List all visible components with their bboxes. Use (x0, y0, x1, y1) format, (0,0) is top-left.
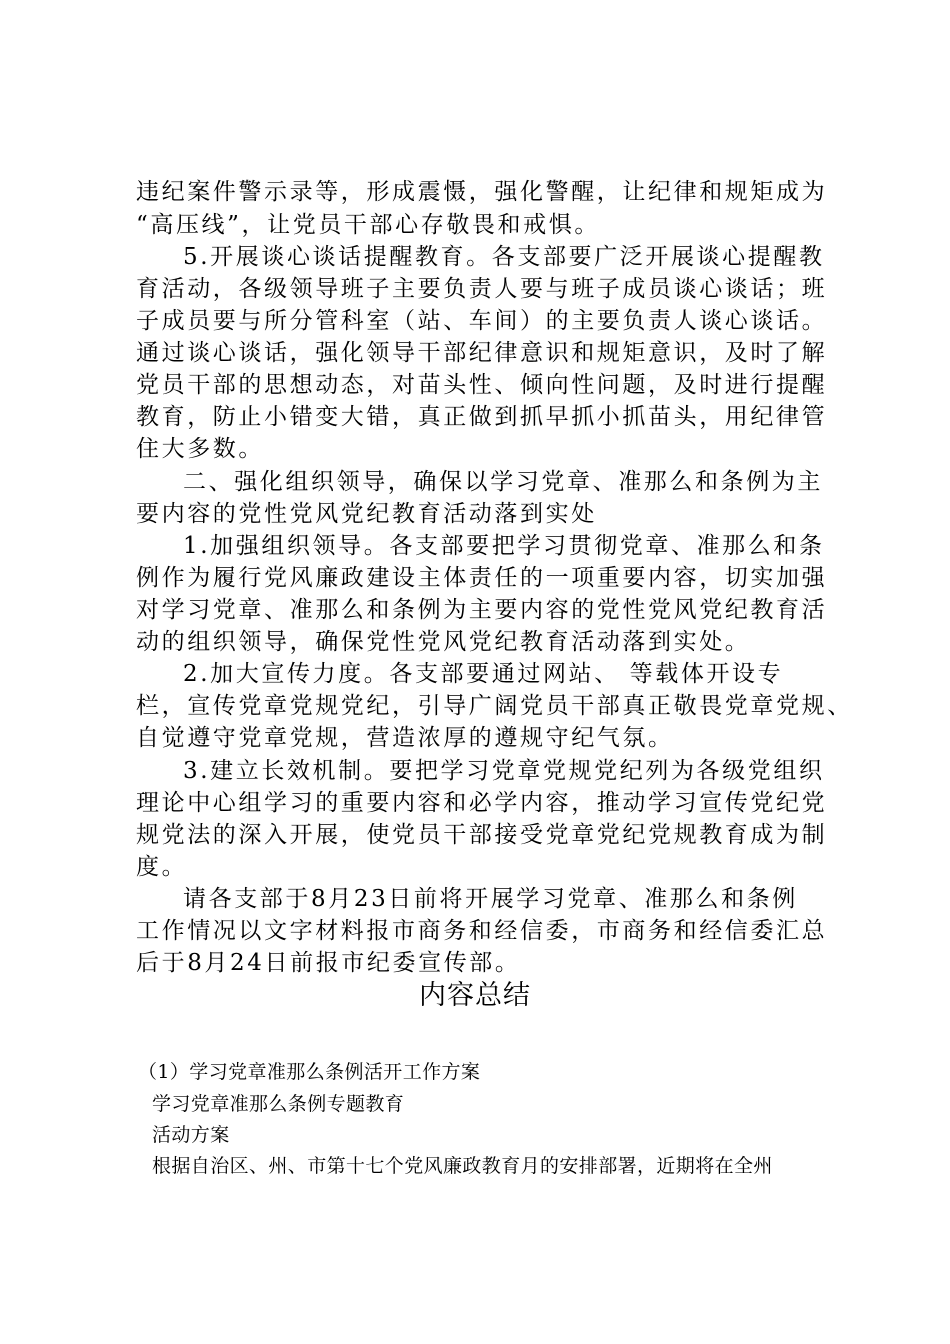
summary-line: 活动方案 (152, 1124, 230, 1146)
body-line: 理论中心组学习的重要内容和必学内容，推动学习宣传党纪党 (136, 790, 828, 816)
summary-line: 学习党章准那么条例专题教育 (152, 1093, 405, 1115)
body-line: 工作情况以文字材料报市商务和经信委，市商务和经信委汇总 (136, 918, 828, 944)
summary-line: （1）学习党章准那么条例活开工作方案 (138, 1061, 481, 1083)
body-line: 栏，宣传党章党规党纪，引导广阔党员干部真正敬畏党章党规、 (136, 693, 853, 719)
body-line: 5.开展谈心谈话提醒教育。各支部要广泛开展谈心提醒教 (183, 244, 825, 270)
body-line: 要内容的党性党风党纪教育活动落到实处 (136, 501, 597, 527)
body-line: 住大多数。 (136, 436, 264, 462)
body-line: 自觉遵守党章党规，营造浓厚的遵规守纪气氛。 (136, 725, 674, 751)
body-line: 育活动，各级领导班子主要负责人要与班子成员谈心谈话；班 (136, 276, 828, 302)
body-line: 通过谈心谈话，强化领导干部纪律意识和规矩意识，及时了解 (136, 340, 828, 366)
body-line: 二、强化组织领导，确保以学习党章、准那么和条例为主 (183, 469, 823, 495)
body-line: 党员干部的思想动态，对苗头性、倾向性问题，及时进行提醒 (136, 372, 828, 398)
body-line: 教育，防止小错变大错，真正做到抓早抓小抓苗头，用纪律管 (136, 404, 828, 430)
body-line: 对学习党章、准那么和条例为主要内容的党性党风党纪教育活 (136, 597, 828, 623)
body-line: 度。 (136, 854, 188, 880)
body-line: 2.加大宣传力度。各支部要通过网站、 等载体开设专 (183, 661, 784, 687)
body-line: 动的组织领导，确保党性党风党纪教育活动落到实处。 (136, 629, 751, 655)
summary-heading: 内容总结 (419, 980, 531, 1011)
body-line: 规党法的深入开展，使党员干部接受党章党纪党规教育成为制 (136, 822, 828, 848)
body-line: 子成员要与所分管科室（站、车间）的主要负责人谈心谈话。 (136, 308, 828, 334)
body-line: “高压线”，让党员干部心存敬畏和戒惧。 (136, 212, 600, 238)
body-line: 例作为履行党风廉政建设主体责任的一项重要内容，切实加强 (136, 565, 828, 591)
body-line: 1.加强组织领导。各支部要把学习贯彻党章、准那么和条 (183, 533, 825, 559)
body-line: 后于8月24日前报市纪委宣传部。 (136, 950, 521, 976)
body-line: 3.建立长效机制。要把学习党章党规党纪列为各级党组织 (183, 758, 825, 784)
summary-line: 根据自治区、州、市第十七个党风廉政教育月的安排部署，近期将在全州 (152, 1155, 773, 1177)
body-line: 请各支部于8月23日前将开展学习党章、准那么和条例 (183, 886, 798, 912)
body-line: 违纪案件警示录等，形成震慑，强化警醒，让纪律和规矩成为 (136, 179, 828, 205)
